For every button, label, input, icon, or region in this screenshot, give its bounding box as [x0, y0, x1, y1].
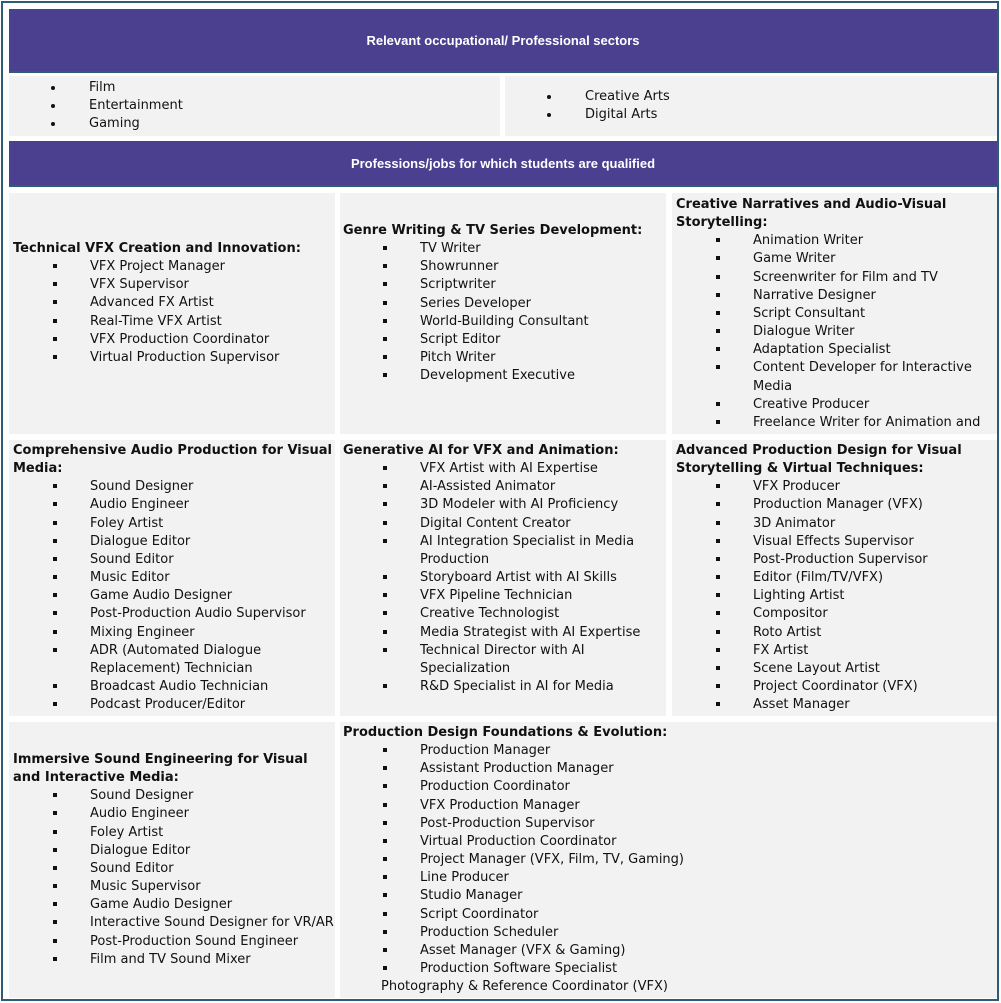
- list-item: Entertainment: [9, 97, 500, 115]
- list-item: Sound Editor: [13, 551, 335, 569]
- list-item: AI-Assisted Animator: [343, 478, 666, 496]
- cell-title: Advanced Production Design for Visual Storytelling & Virtual Techniques:: [676, 443, 962, 477]
- list-item: VFX Project Manager: [13, 258, 335, 276]
- list-item: Gaming: [9, 115, 500, 133]
- sectors-header: [9, 9, 997, 73]
- cell-creative-narratives: [672, 193, 997, 434]
- list-item: Technical Director with AI Specialization: [343, 642, 666, 678]
- list-item: Broadcast Audio Technician: [13, 678, 335, 696]
- list-item: Adaptation Specialist: [676, 341, 997, 359]
- list-item: VFX Producer: [676, 478, 997, 496]
- list-item: TV Writer: [343, 240, 666, 258]
- cell-audio-production: [9, 440, 335, 716]
- list-item: Assistant Production Manager: [343, 760, 997, 778]
- list-item: 3D Animator: [676, 515, 997, 533]
- list-item: Project Manager (VFX, Film, TV, Gaming): [343, 851, 997, 869]
- list-item: Sound Editor: [13, 860, 335, 878]
- list-item: VFX Pipeline Technician: [343, 587, 666, 605]
- trailing-line: Photography & Reference Coordinator (VFX): [381, 979, 668, 995]
- cell-title: Production Design Foundations & Evolution:: [343, 725, 668, 740]
- list-item: Production Scheduler: [343, 924, 997, 942]
- list-item: Scriptwriter: [343, 276, 666, 294]
- list-item: Editor (Film/TV/VFX): [676, 569, 997, 587]
- cell-list: [676, 478, 997, 714]
- list-item: Dialogue Writer: [676, 323, 997, 341]
- list-item: Showrunner: [343, 258, 666, 276]
- cell-immersive-sound: [9, 722, 335, 998]
- cell-list: [343, 460, 666, 696]
- list-item: Interactive Sound Designer for VR/AR: [13, 914, 335, 932]
- list-item: Project Coordinator (VFX): [676, 678, 997, 696]
- list-item: Lighting Artist: [676, 587, 997, 605]
- cell-production-design-foundations: [340, 722, 997, 998]
- cell-generative-ai: [340, 440, 666, 716]
- list-item: Creative Arts: [505, 88, 997, 106]
- list-item: Sound Designer: [13, 787, 335, 805]
- list-item: Post-Production Sound Engineer: [13, 933, 335, 951]
- professions-header: [9, 141, 997, 187]
- list-item: Game Audio Designer: [13, 587, 335, 605]
- list-item: Scene Layout Artist: [676, 660, 997, 678]
- list-item: Production Coordinator: [343, 778, 997, 796]
- list-item: Creative Technologist: [343, 605, 666, 623]
- list-item: Pitch Writer: [343, 349, 666, 367]
- list-item: VFX Production Manager: [343, 797, 997, 815]
- list-item: [13, 714, 335, 716]
- list-item: Script Coordinator: [343, 906, 997, 924]
- sectors-left-list: [9, 79, 500, 133]
- cell-list: [13, 787, 335, 969]
- cell-title: Genre Writing & TV Series Development:: [343, 223, 643, 238]
- list-item: Podcast Producer/Editor: [13, 696, 335, 714]
- cell-title: Generative AI for VFX and Animation:: [343, 443, 619, 458]
- list-item: VFX Production Coordinator: [13, 331, 335, 349]
- list-item: Game Writer: [676, 250, 997, 268]
- cell-title: Comprehensive Audio Production for Visual Media:: [13, 443, 332, 477]
- list-item: Post-Production Supervisor: [676, 551, 997, 569]
- cell-advanced-production-design: [672, 440, 997, 716]
- list-item: Advanced FX Artist: [13, 294, 335, 312]
- list-item: Roto Artist: [676, 624, 997, 642]
- cell-list: [676, 232, 997, 434]
- professions-title: Professions/jobs for which students are qualified: [350, 155, 656, 171]
- list-item: Compositor: [676, 605, 997, 623]
- sectors-left-cell: [9, 76, 500, 136]
- list-item: Foley Artist: [13, 824, 335, 842]
- list-item: Post-Production Audio Supervisor: [13, 605, 335, 623]
- cell-genre-writing: [340, 193, 666, 434]
- list-item: Asset Manager: [676, 696, 997, 714]
- cell-title: Creative Narratives and Audio-Visual Storytelling:: [676, 197, 947, 231]
- list-item: Audio Engineer: [13, 805, 335, 823]
- list-item: Dialogue Editor: [13, 533, 335, 551]
- list-item: Production Manager (VFX): [676, 496, 997, 514]
- sectors-right-cell: [505, 76, 997, 136]
- list-item: Development Executive: [343, 367, 666, 385]
- list-item: Film: [9, 79, 500, 97]
- list-item: Music Editor: [13, 569, 335, 587]
- list-item: Mixing Engineer: [13, 624, 335, 642]
- list-item: Foley Artist: [13, 515, 335, 533]
- list-item: Music Supervisor: [13, 878, 335, 896]
- cell-title: Immersive Sound Engineering for Visual and Interactive Media:: [13, 752, 308, 786]
- list-item: Script Editor: [343, 331, 666, 349]
- list-item: Animation Writer: [676, 232, 997, 250]
- list-item: Studio Manager: [343, 887, 997, 905]
- list-item: FX Artist: [676, 642, 997, 660]
- sectors-right-list: [505, 88, 997, 124]
- list-item: Sound Designer: [13, 478, 335, 496]
- list-item: Virtual Production Coordinator: [343, 833, 997, 851]
- list-item: Asset Manager (VFX & Gaming): [343, 942, 997, 960]
- list-item: Production Software Specialist: [343, 960, 997, 978]
- list-item: Post-Production Supervisor: [343, 815, 997, 833]
- list-item: Screenwriter for Film and TV: [676, 269, 997, 287]
- list-item: Production Manager: [343, 742, 997, 760]
- list-item: Digital Content Creator: [343, 515, 666, 533]
- list-item: Freelance Writer for Animation and: [676, 414, 997, 434]
- list-item: ADR (Automated Dialogue Replacement) Technician: [13, 642, 335, 678]
- list-item: Creative Producer: [676, 396, 997, 414]
- list-item: Visual Effects Supervisor: [676, 533, 997, 551]
- list-item: 3D Modeler with AI Proficiency: [343, 496, 666, 514]
- list-item: Audio Engineer: [13, 496, 335, 514]
- list-item: R&D Specialist in AI for Media: [343, 678, 666, 696]
- list-item: Content Developer for Interactive Media: [676, 359, 997, 395]
- list-item: Digital Arts: [505, 106, 997, 124]
- cell-title: Technical VFX Creation and Innovation:: [13, 241, 301, 256]
- cell-list: [13, 258, 335, 367]
- list-item: VFX Supervisor: [13, 276, 335, 294]
- sectors-title: Relevant occupational/ Professional sectors: [366, 32, 640, 48]
- document-frame: [1, 1, 999, 1001]
- list-item: Series Developer: [343, 295, 666, 313]
- list-item: Virtual Production Supervisor: [13, 349, 335, 367]
- list-item: Narrative Designer: [676, 287, 997, 305]
- list-item: Media Strategist with AI Expertise: [343, 624, 666, 642]
- list-item: AI Integration Specialist in Media Production: [343, 533, 666, 569]
- list-item: World-Building Consultant: [343, 313, 666, 331]
- cell-list: [343, 240, 666, 385]
- list-item: Film and TV Sound Mixer: [13, 951, 335, 969]
- list-item: Script Consultant: [676, 305, 997, 323]
- cell-technical-vfx: [9, 193, 335, 434]
- list-item: Storyboard Artist with AI Skills: [343, 569, 666, 587]
- list-item: Real-Time VFX Artist: [13, 313, 335, 331]
- list-item: VFX Artist with AI Expertise: [343, 460, 666, 478]
- list-item: Line Producer: [343, 869, 997, 887]
- list-item: Dialogue Editor: [13, 842, 335, 860]
- cell-list: [343, 742, 997, 978]
- cell-list: [13, 478, 335, 716]
- list-item: Game Audio Designer: [13, 896, 335, 914]
